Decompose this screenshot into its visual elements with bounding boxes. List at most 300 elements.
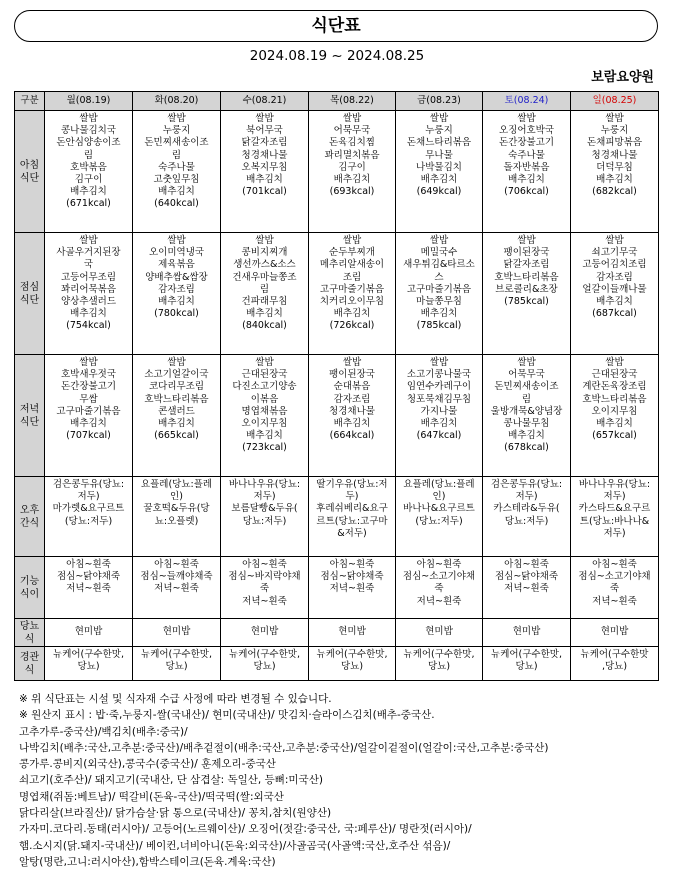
menu-item: &저두) <box>337 527 367 539</box>
menu-item: 호박볶음 <box>70 161 107 173</box>
menu-item: 배추김치 <box>596 174 633 186</box>
menu-cell <box>221 233 309 355</box>
menu-item: 쌀밥 <box>255 235 274 246</box>
menu-item: 현미밥 <box>74 626 103 638</box>
menu-item: 저두) <box>253 491 276 503</box>
row-label-line: 저녁 <box>19 403 40 415</box>
menu-item: 카스타드&요구르 <box>578 503 651 515</box>
menu-row-dinner <box>15 355 659 477</box>
menu-item: 근대된장국 <box>591 369 638 381</box>
menu-item: 아침~흰죽 <box>416 559 462 570</box>
menu-item: 당뇨) <box>253 661 276 673</box>
menu-item: 마가렛&요구르트 <box>52 503 125 515</box>
menu-item: 어묵무국 <box>333 125 371 137</box>
menu-item: 뉴케어(구수한맛 <box>580 649 649 660</box>
menu-cell <box>483 111 571 233</box>
menu-item: 바나나우유(당뇨: <box>228 479 301 490</box>
menu-item: 현미밥 <box>425 626 453 638</box>
menu-item: 김구이 <box>338 161 366 173</box>
menu-item: 가지나물 <box>420 405 458 417</box>
header-row <box>15 92 659 111</box>
menu-row-functional-diet <box>15 557 659 619</box>
menu-item: 쌀밥 <box>429 357 449 368</box>
menu-cell <box>309 557 396 619</box>
menu-item: (785kcal) <box>504 296 549 308</box>
menu-item: 인) <box>170 491 183 503</box>
row-label-line: 식단 <box>19 294 40 306</box>
menu-item: 현미밥 <box>512 626 541 638</box>
menu-item: (785kcal) <box>416 320 462 332</box>
menu-item: 배추김치 <box>246 308 283 320</box>
menu-item: 당뇨) <box>515 661 538 673</box>
menu-item: 소고기콩나물국 <box>406 369 472 381</box>
menu-cell <box>133 111 221 233</box>
menu-item: (687kcal) <box>592 308 637 320</box>
menu-item: 호박느타리볶음 <box>582 393 647 405</box>
menu-item: 오이지무침 <box>241 418 288 430</box>
menu-item: 양상추샐러드 <box>60 296 117 308</box>
menu-item: 쌀밥 <box>517 235 536 246</box>
menu-item: 돈채피망볶음 <box>586 137 643 149</box>
menu-cell <box>483 647 571 681</box>
menu-item: 메밀국수 <box>420 247 458 259</box>
note-line: ※ 위 식단표는 시설 및 식자재 수급 사정에 따라 변경될 수 있습니다. <box>19 693 332 705</box>
menu-item: 인) <box>432 491 446 503</box>
menu-item: 점심~바지락야채 <box>228 571 301 583</box>
menu-item: 림 <box>171 149 182 161</box>
menu-cell <box>133 355 221 477</box>
menu-item: 저녁~흰죽 <box>592 595 637 607</box>
menu-item: 배추김치 <box>508 430 545 442</box>
menu-table <box>14 91 659 681</box>
menu-item: 현미밥 <box>250 626 279 638</box>
menu-item: 배추김치 <box>70 308 107 320</box>
menu-item: 고구마줄기볶음 <box>56 405 121 417</box>
menu-item: 김구이 <box>74 174 103 186</box>
menu-item: 양배추쌈&쌈장 <box>145 271 208 283</box>
menu-body <box>15 111 659 681</box>
menu-item: 콩비지찌개 <box>241 247 288 259</box>
menu-cell <box>571 233 659 355</box>
menu-item: 아침~흰죽 <box>592 559 637 570</box>
menu-item: 나박물김치 <box>416 161 462 173</box>
menu-cell <box>309 477 396 557</box>
menu-item: 돈채느타리볶음 <box>406 137 472 149</box>
menu-cell <box>45 557 133 619</box>
menu-item: 쌀밥 <box>79 113 98 124</box>
menu-row-lunch <box>15 233 659 355</box>
menu-item: 쌀밥 <box>79 357 98 368</box>
menu-cell <box>396 619 483 647</box>
menu-item: 저녁~흰죽 <box>66 583 111 595</box>
menu-item: 청경채나물 <box>241 149 288 161</box>
menu-item: 배추김치 <box>420 174 458 186</box>
row-label-line: 간식 <box>19 517 40 529</box>
menu-item: 보름달빵&두유( <box>231 503 298 515</box>
menu-item: (647kcal) <box>416 430 462 442</box>
menu-cell <box>571 557 659 619</box>
menu-item: 배추김치 <box>333 174 371 186</box>
menu-item: 어묵무국 <box>508 369 545 381</box>
menu-cell <box>571 111 659 233</box>
menu-item: 콩나물무침 <box>503 418 550 430</box>
row-label-line: 아침 <box>19 159 40 171</box>
menu-cell <box>45 647 133 681</box>
menu-item: (780kcal) <box>154 308 199 320</box>
menu-item: 아침~흰죽 <box>329 559 375 570</box>
menu-cell <box>396 477 483 557</box>
row-label-functional-diet <box>15 557 45 619</box>
menu-item: 무나물 <box>425 149 453 161</box>
menu-item: 다진소고기양송 <box>232 381 297 393</box>
menu-item: 쌀밥 <box>517 357 536 368</box>
menu-item: 국 <box>83 259 94 271</box>
menu-item: 건새우마늘쫑조 <box>232 271 297 283</box>
menu-item: 콩나물김치국 <box>60 125 117 137</box>
menu-item: 쌀밥 <box>605 235 624 246</box>
menu-item: 누룽지 <box>162 125 191 137</box>
row-label-line: 경관 <box>19 651 40 663</box>
row-label-line: 오후 <box>19 504 40 516</box>
menu-item: 고구마줄기볶음 <box>406 283 472 295</box>
menu-item: 꽈리어묵볶음 <box>60 283 117 295</box>
menu-cell <box>396 557 483 619</box>
menu-item: 배추김치 <box>70 186 107 198</box>
menu-item: 오복지무침 <box>241 161 288 173</box>
note-line: 알탕(명란,고니:러시아산),함박스테이크(돈육.계육:국산) <box>19 855 276 868</box>
row-label-lunch <box>15 233 45 355</box>
menu-item: 청경채나물 <box>591 149 638 161</box>
day-header-wed: 수(08.21) <box>221 92 309 111</box>
menu-item: 쌀밥 <box>255 357 274 368</box>
menu-item: 쌀밥 <box>79 235 98 246</box>
menu-item: 요플레(당뇨:플레 <box>140 479 213 490</box>
menu-item: 계란돈육장조림 <box>582 381 647 393</box>
menu-item: 쌀밥 <box>517 113 536 124</box>
menu-item: 얼갈이들깨나물 <box>582 283 647 295</box>
menu-cell <box>221 619 309 647</box>
menu-item: 쌀밥 <box>605 357 624 368</box>
menu-item: 아침~흰죽 <box>504 559 549 570</box>
menu-item: 오이미역냉국 <box>148 247 205 259</box>
menu-item: 청포묵채김무침 <box>406 393 472 405</box>
menu-item: 쌀밥 <box>167 113 186 124</box>
day-header-fri: 금(08.23) <box>396 92 483 111</box>
menu-item: 바나나우유(당뇨: <box>578 479 651 490</box>
menu-item: 호박느타리볶음 <box>144 393 209 405</box>
menu-cell <box>571 619 659 647</box>
menu-row-breakfast <box>15 111 659 233</box>
row-label-line: 식 <box>24 633 35 645</box>
menu-item: 점심~소고기야채 <box>402 571 476 583</box>
menu-item: 코다리무조림 <box>148 381 205 393</box>
menu-item: 현미밥 <box>162 626 191 638</box>
menu-cell <box>571 477 659 557</box>
menu-item: 저두) <box>515 491 538 503</box>
page-title: 식단표 <box>14 10 658 42</box>
menu-item: 림 <box>83 149 94 161</box>
menu-item: 돈간장불고기 <box>498 137 555 149</box>
menu-item: 뇨:오플렛) <box>154 515 199 527</box>
menu-item: 쌀밥 <box>167 357 186 368</box>
menu-cell <box>309 355 396 477</box>
menu-item: (671kcal) <box>66 198 111 210</box>
menu-item: 배추김치 <box>333 418 371 430</box>
menu-cell <box>133 557 221 619</box>
note-line: 닭다리살(브라질산)/ 닭가슴살·닭 통으로(국내산)/ 꽁치,참치(원양산) <box>19 807 332 820</box>
menu-item: 림 <box>521 393 532 405</box>
menu-item: 죽 <box>609 583 620 595</box>
menu-item: 딸기우유(당뇨:저 <box>316 479 388 490</box>
menu-item: 점심~소고기야채 <box>578 571 651 583</box>
menu-item: 브로콜리&초장 <box>495 283 558 295</box>
day-header-sat: 토(08.24) <box>483 92 571 111</box>
menu-item: 배추김치 <box>246 430 283 442</box>
menu-item: 바나나&요구르트 <box>403 503 475 515</box>
menu-item: 마늘쫑무침 <box>416 296 462 308</box>
menu-item: 숙주나물 <box>158 161 195 173</box>
menu-item: 쌀밥 <box>342 113 362 124</box>
menu-item: 이볶음 <box>250 393 279 405</box>
menu-item: 감자조림 <box>158 283 195 295</box>
menu-item: 쌀밥 <box>429 113 449 124</box>
menu-item: 림 <box>259 283 270 295</box>
menu-item: 저두) <box>603 491 626 503</box>
menu-cell <box>483 619 571 647</box>
menu-item: (723kcal) <box>242 442 287 454</box>
menu-item: 요플레(당뇨:플레 <box>403 479 475 490</box>
menu-item: 사골우거지된장 <box>56 247 121 259</box>
menu-item: 호박느타리볶음 <box>494 271 559 283</box>
menu-item: 돈육김치찜 <box>329 137 375 149</box>
menu-item: 당뇨) <box>77 661 100 673</box>
menu-item: 저두) <box>77 491 100 503</box>
menu-cell <box>396 111 483 233</box>
menu-row-diabetic-diet <box>15 619 659 647</box>
menu-item: 근대된장국 <box>241 369 288 381</box>
note-line: 나박김치(배추:국산,고추분:중국산)/배추겉절이(배추:국산,고추분:중국산)/얼갈이겉절이(얼갈이:국산,고추분:중국산) <box>19 741 549 754</box>
menu-cell <box>309 233 396 355</box>
menu-cell <box>396 355 483 477</box>
menu-cell <box>133 619 221 647</box>
menu-item: 뉴케어(구수한맛, <box>141 649 212 660</box>
menu-item: 고등어무조림 <box>60 271 117 283</box>
menu-item: 돌자반볶음 <box>503 161 550 173</box>
menu-cell <box>221 477 309 557</box>
note-line: 햄.소시지(닭.돼지-국내산)/ 베이컨,너비아니(돈육:외국산)/사골곰국(사골액:국산,호주산 섞음)/ <box>19 839 451 852</box>
menu-cell <box>483 233 571 355</box>
menu-item: 배추김치 <box>158 296 195 308</box>
menu-item: 명엽채볶음 <box>241 405 288 417</box>
menu-item: 배추김치 <box>420 418 458 430</box>
menu-item: 점심~닭야채죽 <box>56 571 121 583</box>
menu-cell <box>221 111 309 233</box>
row-label-line: 식단 <box>19 172 40 184</box>
menu-cell <box>45 233 133 355</box>
note-line: 명엽채(쥐돔:베트남)/ 떡갈비(돈육-국산)/떡국떡(쌀:외국산 <box>19 790 284 803</box>
menu-item: 누룽지 <box>425 125 453 137</box>
menu-item: 당뇨) <box>165 661 188 673</box>
row-label-tube-feeding <box>15 647 45 681</box>
menu-item: 치커리오이무침 <box>319 296 385 308</box>
day-header-thu: 목(08.22) <box>309 92 396 111</box>
menu-item: 더덕무침 <box>596 161 633 173</box>
menu-item: 청경채나물 <box>329 405 375 417</box>
date-range: 2024.08.19 ~ 2024.08.25 <box>249 48 425 64</box>
menu-item: 스 <box>434 271 444 283</box>
menu-item: 누룽지 <box>600 125 629 137</box>
menu-item: (665kcal) <box>154 430 199 442</box>
menu-item: 점심~닭야채죽 <box>320 571 384 583</box>
menu-cell <box>396 647 483 681</box>
menu-cell <box>483 477 571 557</box>
note-line: ※ 원산지 표시 : 밥·죽,누룽지-쌀(국내산)/ 현미(국내산)/ 맛김치·슬라이스김치(배추-중국산. <box>19 709 435 722</box>
facility-name: 보람요양원 <box>591 70 654 85</box>
menu-item: (706kcal) <box>504 186 549 198</box>
menu-item: (701kcal) <box>242 186 287 198</box>
menu-item: 순대볶음 <box>333 381 371 393</box>
menu-item: (당뇨:저두) <box>415 515 463 527</box>
menu-cell <box>221 557 309 619</box>
menu-item: 닭갈자조림 <box>503 259 550 271</box>
menu-item: 뉴케어(구수한맛, <box>403 649 475 660</box>
menu-item: 오징어호박국 <box>498 125 555 137</box>
menu-item: 돈안심양송이조 <box>56 137 121 149</box>
menu-item: 울방개묵&양념장 <box>490 405 563 417</box>
menu-item: 뉴케어(구수한맛, <box>53 649 124 660</box>
row-label-line: 당뇨 <box>19 620 40 632</box>
menu-item: 뉴케어(구수한맛, <box>316 649 388 660</box>
menu-item: 고춧잎무침 <box>153 174 200 186</box>
menu-item: 제육볶음 <box>158 259 195 271</box>
menu-item: 쌀밥 <box>167 235 186 246</box>
menu-item: 돈민찌새송이조 <box>494 381 559 393</box>
menu-item: 저두) <box>603 527 626 539</box>
menu-item: 아침~흰죽 <box>66 559 111 570</box>
menu-item: 검은콩두유(당뇨: <box>52 479 125 490</box>
menu-cell <box>45 619 133 647</box>
menu-item: 감자조림 <box>333 393 371 405</box>
menu-cell <box>483 355 571 477</box>
menu-item: 배추김치 <box>420 308 458 320</box>
menu-cell <box>221 355 309 477</box>
menu-item: 배추김치 <box>158 186 195 198</box>
menu-item: 꽈리멸치볶음 <box>324 149 380 161</box>
menu-item: (707kcal) <box>66 430 111 442</box>
menu-item: (678kcal) <box>504 442 549 454</box>
note-line: 쇠고기(호주산)/ 돼지고기(국내산, 단 삼겹살: 독일산, 등뼈:미국산) <box>19 774 323 787</box>
menu-cell <box>309 619 396 647</box>
menu-row-snack <box>15 477 659 557</box>
row-label-line: 기능 <box>19 575 40 587</box>
menu-cell <box>571 355 659 477</box>
menu-item: 당뇨:저두) <box>504 515 549 527</box>
menu-item: 배추김치 <box>158 418 195 430</box>
row-label-line: 식 <box>24 664 35 676</box>
menu-item: 팽이된장국 <box>503 247 550 259</box>
menu-item: 쌀밥 <box>605 113 624 124</box>
day-header-tue: 화(08.20) <box>133 92 221 111</box>
menu-cell <box>483 557 571 619</box>
menu-item: (649kcal) <box>416 186 462 198</box>
menu-item: 당뇨) <box>427 661 451 673</box>
menu-item: 메추리알새송이 <box>319 259 385 271</box>
menu-item: 죽 <box>434 583 444 595</box>
menu-item: 쌀밥 <box>255 113 274 124</box>
menu-cell <box>571 647 659 681</box>
header-corner: 구분 <box>15 92 45 111</box>
menu-cell <box>45 355 133 477</box>
menu-item: 뉴케어(구수한맛, <box>491 649 562 660</box>
note-line: 고추가루-중국산)/백김치(배추:중국)/ <box>19 725 188 738</box>
menu-item: 콘샐러드 <box>158 405 195 417</box>
menu-item: 닭갈자조림 <box>241 137 288 149</box>
menu-item: 배추김치 <box>333 308 371 320</box>
menu-cell <box>309 647 396 681</box>
row-label-dinner <box>15 355 45 477</box>
menu-item: 아침~흰죽 <box>242 559 287 570</box>
menu-item: 현미밥 <box>600 626 629 638</box>
menu-item: 배추김치 <box>596 418 633 430</box>
menu-item: 카스테라&두유( <box>493 503 560 515</box>
menu-item: 소고기얼갈이국 <box>144 369 209 381</box>
menu-item: (682kcal) <box>592 186 637 198</box>
menu-item: 배추김치 <box>70 418 107 430</box>
menu-item: (당뇨:저두) <box>64 515 113 527</box>
menu-cell <box>133 647 221 681</box>
menu-item: 죽 <box>259 583 270 595</box>
menu-item: 당뇨) <box>340 661 364 673</box>
menu-item: 아침~흰죽 <box>154 559 199 570</box>
notes-section <box>19 691 659 870</box>
menu-item: ,당뇨) <box>601 661 628 673</box>
menu-item: 현미밥 <box>338 626 366 638</box>
row-label-snack <box>15 477 45 557</box>
menu-item: (726kcal) <box>329 320 375 332</box>
menu-item: 순두부찌개 <box>329 247 375 259</box>
menu-item: 새우튀김&타르소 <box>403 259 475 271</box>
menu-cell <box>221 647 309 681</box>
menu-item: 당뇨:저두) <box>242 515 287 527</box>
menu-item: 오이지무침 <box>591 405 638 417</box>
menu-cell <box>45 111 133 233</box>
day-header-mon: 월(08.19) <box>45 92 133 111</box>
menu-item: 쌀밥 <box>429 235 449 246</box>
menu-item: 고등어김치조림 <box>582 259 647 271</box>
menu-item: 팽이된장국 <box>329 369 375 381</box>
menu-cell <box>133 477 221 557</box>
menu-item: 고구마줄기볶음 <box>319 283 385 295</box>
menu-cell <box>396 233 483 355</box>
menu-item: 저녁~흰죽 <box>242 595 287 607</box>
menu-row-tube-feeding <box>15 647 659 681</box>
menu-item: (693kcal) <box>329 186 375 198</box>
menu-item: (840kcal) <box>242 320 287 332</box>
row-label-line: 점심 <box>19 281 40 293</box>
menu-item: 검은콩두유(당뇨: <box>490 479 563 490</box>
menu-item: 건파래무침 <box>241 296 288 308</box>
menu-item: (640kcal) <box>154 198 199 210</box>
row-label-line: 식이 <box>19 588 40 600</box>
menu-item: 돈간장불고기 <box>60 381 117 393</box>
menu-item: 무쌈 <box>79 393 98 405</box>
menu-item: 배추김치 <box>246 174 283 186</box>
menu-item: 쌀밥 <box>342 357 362 368</box>
menu-item: 북어무국 <box>246 125 283 137</box>
menu-cell <box>45 477 133 557</box>
menu-item: 쇠고기무국 <box>591 247 638 259</box>
menu-item: 점심~들깨야채죽 <box>140 571 213 583</box>
